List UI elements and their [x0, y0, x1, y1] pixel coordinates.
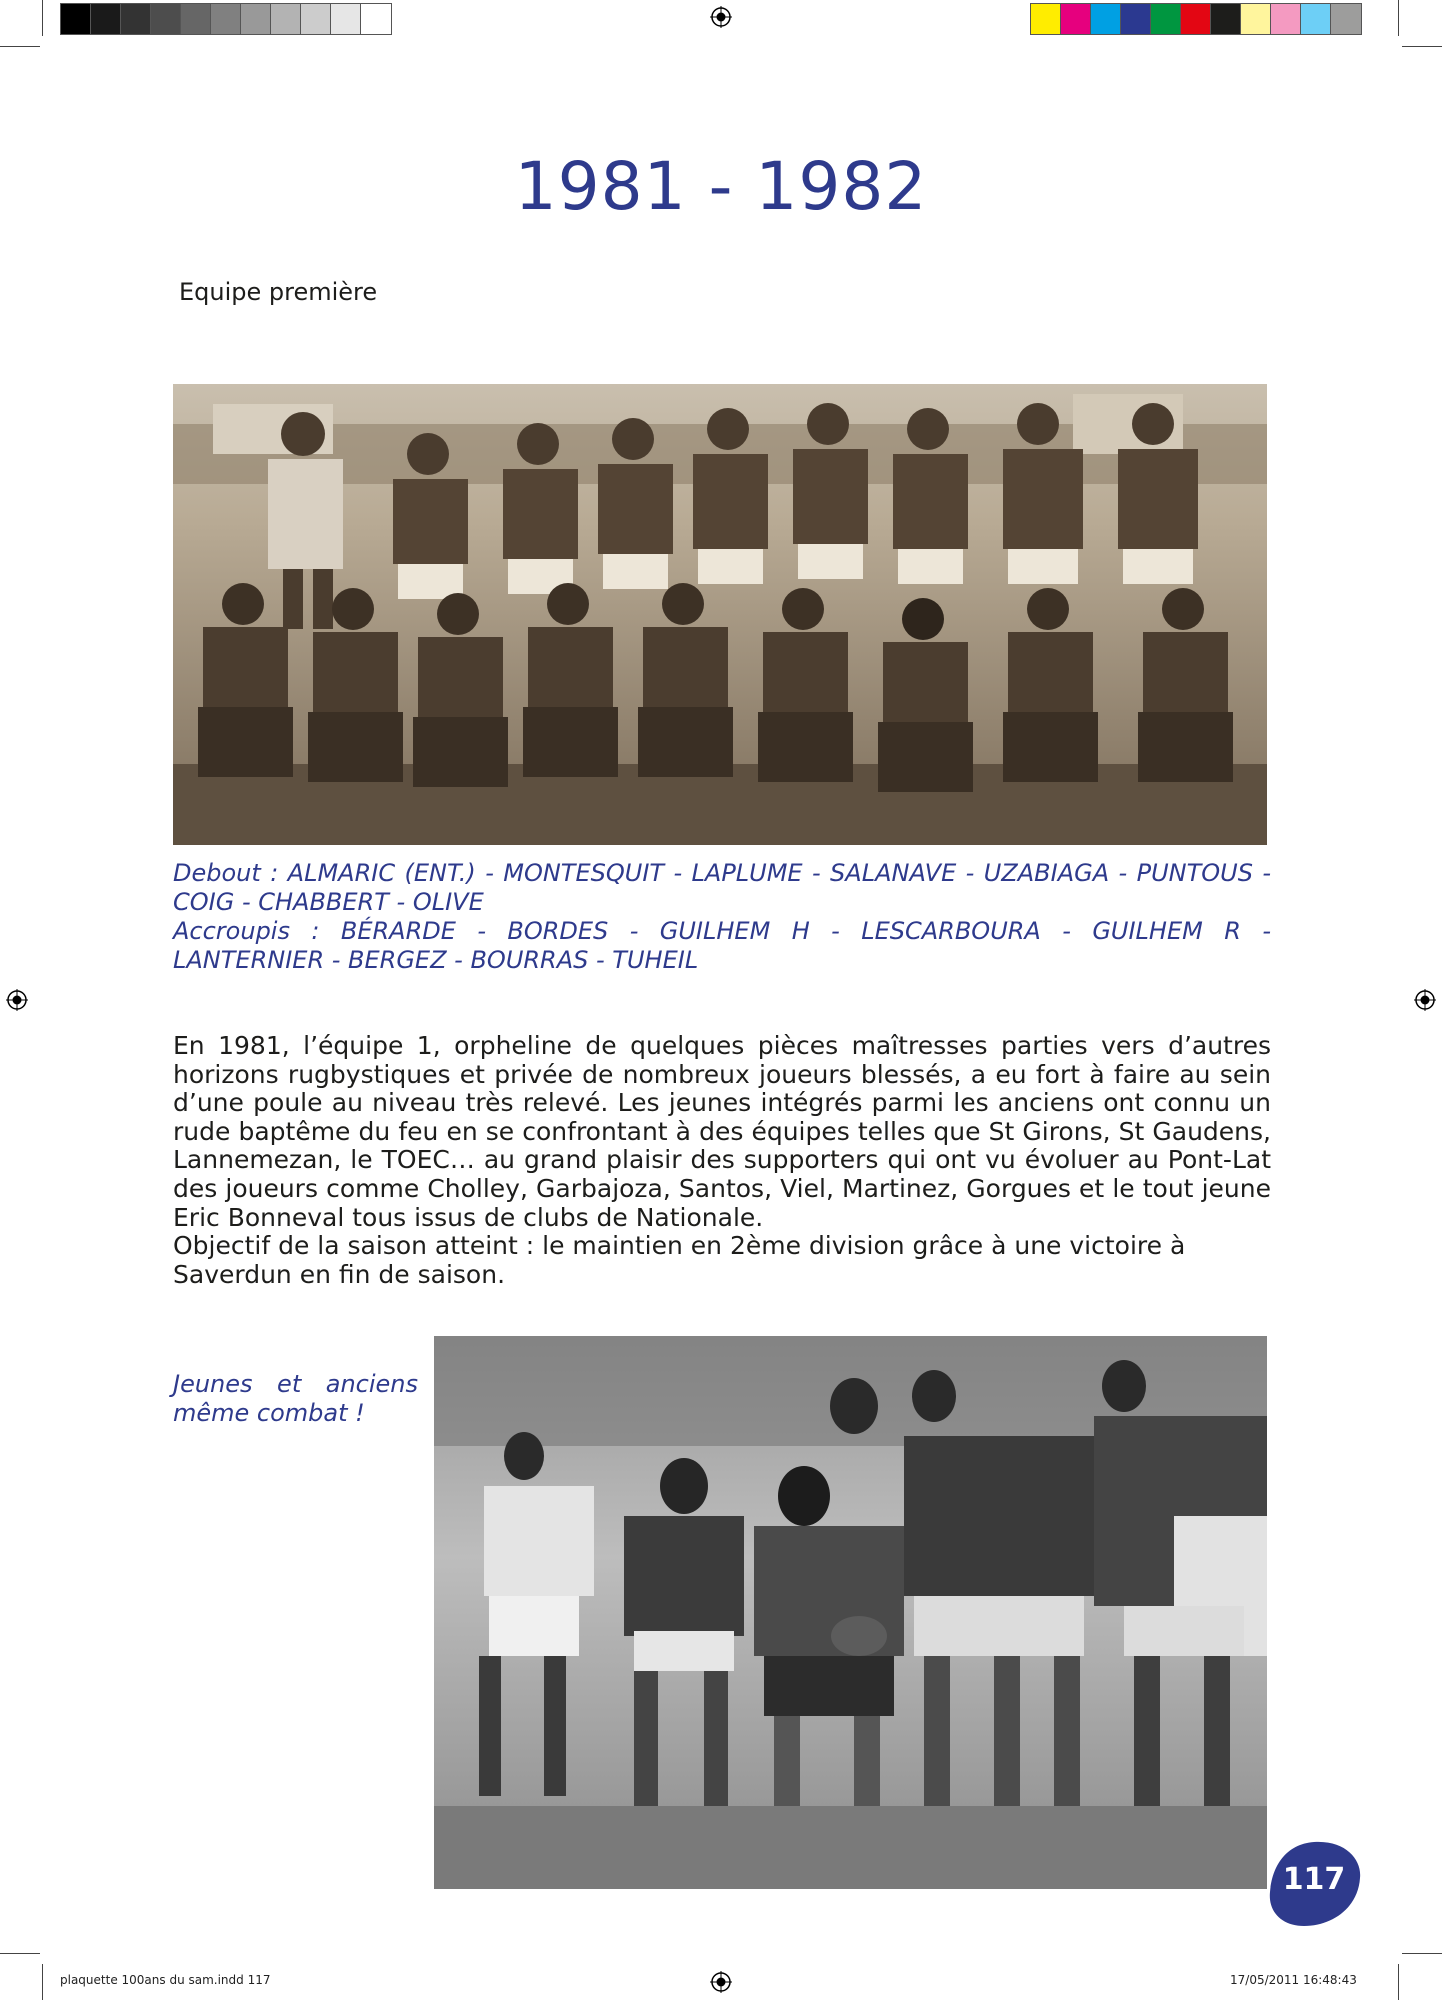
registration-target-icon	[710, 1971, 732, 1993]
calibration-swatch	[1091, 4, 1121, 34]
crop-mark	[1398, 0, 1399, 36]
footer-file-name: plaquette 100ans du sam.indd 117	[60, 1973, 271, 1987]
crop-mark	[42, 0, 43, 36]
calibration-swatch	[1331, 4, 1361, 34]
color-calibration-bar	[1030, 3, 1362, 35]
calibration-swatch	[241, 4, 271, 34]
caption-line-crouching: Accroupis : BÉRARDE - BORDES - GUILHEM H - LESCARBOURA - GUILHEM R -	[173, 917, 1271, 945]
summary-paragraph: En 1981, l’équipe 1, orpheline de quelques pièces maîtresses parties vers d’autres horizons rugbystiques et privée de nombreux joueurs blessés, a eu fort à faire au sein d’une poule au niveau très relevé. Les jeunes intégrés parmi les anciens ont connu un rude baptême du feu en se confrontant à des équipes telles que St Girons, St Gaudens, Lannemezan, le TOEC… au grand plaisir des supporters qui ont vu évoluer au Pont-Lat des joueurs comme Cholley, Garbajoza, Santos, Viel, Martinez, Gorgues et le tout jeune Eric Bonneval tous issus de clubs de Nationale.	[173, 1031, 1271, 1232]
calibration-swatch	[1121, 4, 1151, 34]
calibration-swatch	[301, 4, 331, 34]
calibration-swatch	[1271, 4, 1301, 34]
section-subtitle: Equipe première	[179, 278, 378, 306]
crop-mark	[0, 46, 40, 47]
calibration-swatch	[91, 4, 121, 34]
page-title: 1981 - 1982	[514, 148, 928, 225]
calibration-swatch	[121, 4, 151, 34]
calibration-swatch	[1031, 4, 1061, 34]
team-photo-caption	[173, 859, 1271, 975]
crop-mark	[0, 1953, 40, 1954]
calibration-swatch	[331, 4, 361, 34]
calibration-swatch	[271, 4, 301, 34]
match-caption-line: même combat !	[173, 1399, 365, 1427]
crop-mark	[1402, 1953, 1442, 1954]
calibration-swatch	[1061, 4, 1091, 34]
crop-mark	[42, 1964, 43, 2000]
crop-mark	[1402, 46, 1442, 47]
caption-line-standing-cont: COIG - CHABBERT - OLIVE	[173, 888, 484, 916]
registration-target-icon	[6, 989, 28, 1011]
caption-line-crouching-cont: LANTERNIER - BERGEZ - BOURRAS - TUHEIL	[173, 946, 699, 974]
caption-line-standing: Debout : ALMARIC (ENT.) - MONTESQUIT - LAPLUME - SALANAVE - UZABIAGA - PUNTOUS -	[173, 859, 1271, 887]
calibration-swatch	[1241, 4, 1271, 34]
match-caption-line: Jeunes et anciens	[173, 1370, 418, 1398]
team-photo	[173, 384, 1267, 845]
season-summary	[173, 1032, 1271, 1289]
calibration-swatch	[1211, 4, 1241, 34]
calibration-swatch	[1151, 4, 1181, 34]
grayscale-calibration-bar	[60, 3, 392, 35]
match-photo	[434, 1336, 1267, 1889]
registration-target-icon	[710, 6, 732, 28]
page-number: 117	[1282, 1862, 1346, 1897]
match-photo-caption	[173, 1370, 418, 1428]
footer-timestamp: 17/05/2011 16:48:43	[1230, 1973, 1357, 1987]
calibration-swatch	[361, 4, 391, 34]
crop-mark	[1398, 1964, 1399, 2000]
calibration-swatch	[1181, 4, 1211, 34]
calibration-swatch	[181, 4, 211, 34]
calibration-swatch	[211, 4, 241, 34]
calibration-swatch	[61, 4, 91, 34]
calibration-swatch	[1301, 4, 1331, 34]
calibration-swatch	[151, 4, 181, 34]
summary-objective: Objectif de la saison atteint : le maintien en 2ème division grâce à une victoire à Saverdun en fin de saison.	[173, 1231, 1186, 1289]
registration-target-icon	[1414, 989, 1436, 1011]
